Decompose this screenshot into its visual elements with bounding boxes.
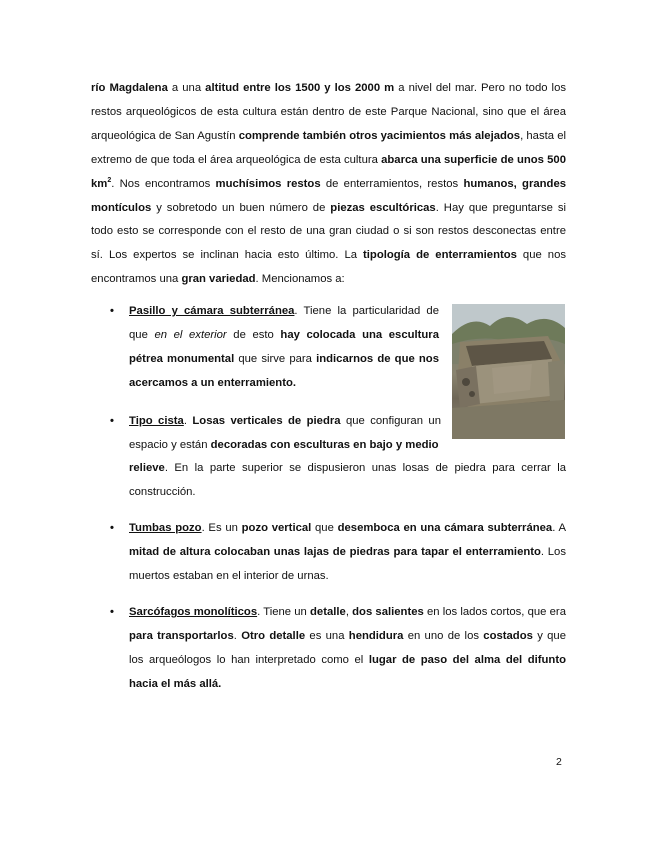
text-run: que configuran un espacio y están	[129, 414, 441, 451]
list-item	[91, 410, 566, 506]
text-run: .	[183, 414, 193, 427]
text-run: . Nos encontramos	[111, 177, 216, 190]
item-title: Pasillo y cámara subterránea	[129, 305, 295, 317]
bold-text: comprende también otros yacimientos más alejados	[238, 129, 521, 142]
text-run: que sirve para	[234, 352, 317, 365]
text-run: que	[311, 522, 338, 535]
bold-text: altitud entre los 1500 y los 2000 m	[205, 82, 395, 94]
burial-types-list	[91, 300, 566, 697]
bullet-icon: •	[110, 522, 114, 535]
text-run: en uno de los	[403, 629, 484, 642]
text-run: , hasta el extremo de que toda el área arqueológica de esta cultura	[91, 129, 566, 166]
bold-text: decoradas con esculturas en bajo y medio	[210, 438, 439, 451]
bold-text: hay colocada una escultura pétrea monumental	[129, 328, 439, 365]
bullet-icon: •	[110, 305, 114, 317]
text-run: es una	[305, 629, 349, 642]
text-run: . En la parte superior se dispusieron unas losas de piedra para cerrar la construcción.	[129, 462, 566, 499]
item-title: Sarcófagos monolíticos	[129, 605, 258, 618]
list-item	[91, 517, 566, 589]
bold-text: muchísimos restos	[215, 177, 321, 190]
text-run: . Mencionamos a:	[255, 273, 345, 286]
text-run: y sobretodo un buen número de	[151, 201, 331, 214]
bold-text: Losas verticales de piedra	[192, 414, 341, 427]
superscript: 2	[107, 176, 112, 184]
text-run: abarca una superficie de unos 500 km	[91, 153, 566, 190]
bold-text: mitad de altura colocaban unas lajas de piedras para tapar el enterramiento	[129, 546, 541, 559]
bold-text: río Magdalena	[91, 82, 168, 94]
bold-text: dos salientes	[352, 605, 424, 618]
bullet-icon: •	[110, 414, 114, 427]
bold-text: para transportarlos	[129, 629, 234, 642]
text-run: . Los muertos estaban en el interior de urnas.	[129, 546, 566, 583]
item-title: Tumbas pozo	[129, 522, 202, 535]
bold-text: tipología de enterramientos	[363, 249, 517, 262]
bold-text: Otro detalle	[241, 629, 306, 642]
bold-text: desemboca en una cámara subterránea	[337, 522, 553, 535]
page-number: 2	[556, 756, 562, 768]
bullet-icon: •	[110, 605, 114, 618]
text-run: . Tiene la particularidad de que	[129, 305, 439, 341]
text-run: a una	[167, 82, 206, 94]
text-run: . Hay que preguntarse si todo esto se corresponde con el resto de una gran ciudad o si son restos desconectas entre sí. Los expertos se inclinan hacia esto último. La	[91, 201, 566, 262]
text-run: . A	[552, 522, 566, 535]
bold-text: hendidura	[348, 629, 404, 642]
intro-paragraph	[91, 77, 566, 292]
bold-text: humanos, grandes montículos	[91, 177, 567, 214]
text-run: y que los arqueólogos lo han interpretado como el	[129, 629, 566, 666]
text-run: .	[233, 629, 242, 642]
wrapped-block	[129, 410, 441, 458]
text-run: en los lados cortos, que era	[423, 605, 566, 618]
text-run: . Es un	[201, 522, 242, 535]
list-item	[91, 601, 566, 697]
list-item	[91, 300, 439, 396]
bold-text: relieve	[129, 462, 165, 475]
bold-text: piezas escultóricas	[330, 201, 436, 214]
item-title: Tipo cista	[129, 414, 184, 427]
bold-text: costados	[483, 629, 533, 642]
bold-text: pozo vertical	[241, 522, 312, 535]
italic-text: en el exterior	[154, 328, 227, 341]
bold-text: indicarnos de que nos acercamos a un enterramiento.	[129, 352, 439, 389]
text-run: a nivel del mar. Pero no todo los restos arqueológicos de esta cultura están dentro de este Parque Nacional, sino que el área arqueológica de San Agustín	[91, 82, 566, 142]
text-run: que nos encontramos una	[91, 249, 567, 286]
text-run: ,	[345, 605, 353, 618]
text-run: . Tiene un	[257, 605, 311, 618]
text-run: de esto	[226, 328, 281, 341]
bold-text: detalle	[310, 605, 346, 618]
text-run: de enterramientos, restos	[320, 177, 464, 190]
bold-text: gran variedad	[181, 273, 256, 286]
bold-text: lugar de paso del alma del difunto hacia el más allá.	[129, 653, 566, 690]
